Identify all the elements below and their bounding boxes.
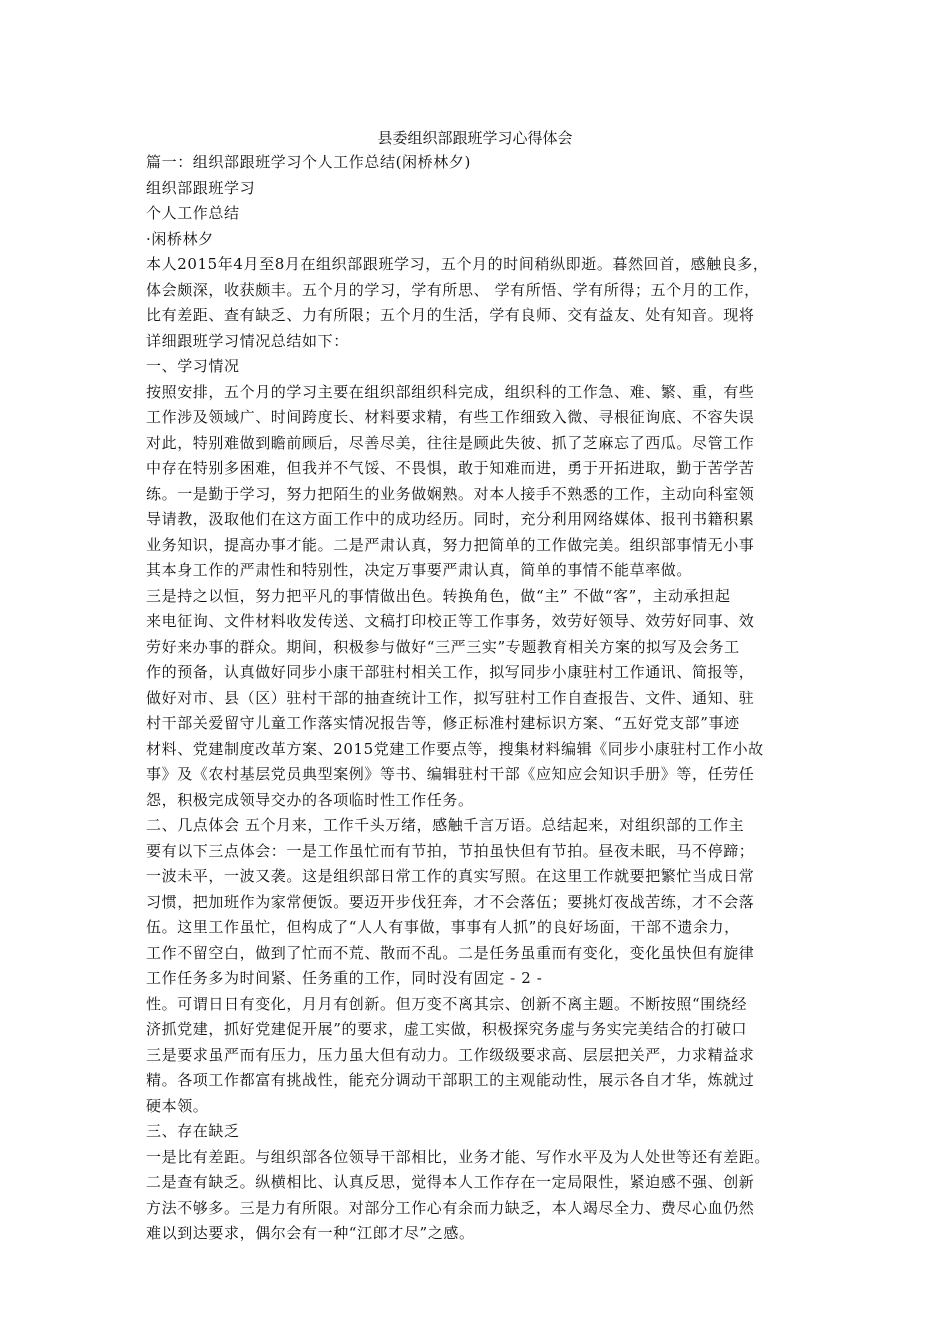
text-line: 难以到达要求，偶尔会有一种“江郎才尽”之感。 (146, 1224, 475, 1242)
text-line: 三、存在缺乏 (146, 1122, 240, 1140)
text-line: 怨，积极完成领导交办的各项临时性工作任务。 (146, 790, 474, 809)
document-body (146, 150, 822, 1247)
text-line: 一、学习情况 (146, 357, 240, 375)
text-line: 劳好来办事的群众。期间，积极参与做好“三严三实”专题教育相关方案的拟写及会务工 (146, 637, 740, 656)
text-line: 来电征询、文件材料收发传送、文稿打印校正等工作事务，效劳好领导、效劳好同事、效 (146, 612, 755, 630)
text-line: 伍。这里工作虽忙，但构成了“人人有事做，事事有人抓”的良好场面，干部不遗余力， (146, 918, 740, 936)
text-line: 二是查有缺乏。纵横相比、认真反思，觉得本人工作存在一定局限性，紧迫感不强、创新 (146, 1173, 755, 1191)
text-line: 做好对市、县（区）驻村干部的抽查统计工作，拟写驻村工作自查报告、文件、通知、驻 (146, 688, 755, 707)
text-line: 三是持之以恒，努力把平凡的事情做出色。转换角色，做“主” 不做“客”，主动承担起 (146, 586, 731, 605)
text-line: 工作涉及领域广、时间跨度长、材料要求精，有些工作细致入微、寻根征询底、不容失误 (146, 408, 755, 426)
text-line: 其本身工作的严肃性和特别性，决定万事要严肃认真，简单的事情不能草率做。 (146, 561, 693, 579)
text-line: 导请教，汲取他们在这方面工作中的成功经历。同时，充分利用网络媒体、报刊书籍积累 (146, 510, 755, 528)
text-line: 详细跟班学习情况总结如下： (146, 331, 349, 350)
text-line: 体会颇深，收获颇丰。五个月的学习，学有所思、 学有所悟、学有所得；五个月的工作， (146, 280, 760, 299)
text-line: 练。一是勤于学习，努力把陌生的业务做娴熟。对本人接手不熟悉的工作，主动向科室领 (146, 484, 755, 503)
text-line: 方法不够多。三是力有所限。对部分工作心有余而力缺乏，本人竭尽全力、费尽心血仍然 (146, 1198, 755, 1217)
text-line: 济抓党建，抓好党建促开展”的要求，虚工实做，积极探究务虚与务实完美结合的打破口 (146, 1020, 748, 1038)
text-line: 精。各项工作都富有挑战性，能充分调动干部职工的主观能动性，展示各自才华，炼就过 (146, 1071, 755, 1089)
text-line: 二、几点体会 五个月来，工作千头万绪，感触千言万语。总结起来，对组织部的工作主 (146, 816, 745, 834)
text-line: 一波未平，一波又袭。这是组织部日常工作的真实写照。在这里工作就要把繁忙当成日常 (146, 867, 755, 885)
text-line: 村干部关爱留守儿童工作落实情况报告等，修正标准村建标识方案、“五好党支部”事迹 (146, 714, 740, 732)
text-line: 作的预备，认真做好同步小康干部驻村相关工作，拟写同步小康驻村工作通讯、简报等， (146, 663, 755, 681)
text-line: 一是比有差距。与组织部各位领导干部相比，业务才能、写作水平及为人处世等还有差距。 (146, 1147, 771, 1166)
document-title: 县委组织部跟班学习心得体会 (377, 129, 573, 147)
text-line: 三是要求虽严而有压力，压力虽大但有动力。工作级级要求高、层层把关严，力求精益求 (146, 1045, 755, 1064)
text-line: 本人2015年4月至8月在组织部跟班学习，五个月的时间稍纵即逝。暮然回首，感触良多， (146, 255, 769, 273)
text-line: 性。可谓日日有变化，月月有创新。但万变不离其宗、创新不离主题。不断按照“围绕经 (146, 994, 748, 1013)
text-line: 篇一：组织部跟班学习个人工作总结(闲桥林夕) (146, 153, 471, 171)
text-line: 比有差距、查有缺乏、力有所限；五个月的生活，学有良师、交有益友、处有知音。现将 (146, 306, 755, 324)
text-line: 硬本领。 (146, 1096, 209, 1115)
text-line: 工作不留空白，做到了忙而不荒、散而不乱。二是任务虽重而有变化，变化虽快但有旋律 (146, 943, 755, 962)
text-line: ·闲桥林夕 (146, 229, 214, 248)
text-line: 中存在特别多困难，但我并不气馁、不畏惧，敢于知难而进，勇于开拓进取，勤于苦学苦 (146, 459, 755, 477)
text-line: 组织部跟班学习 (146, 178, 256, 197)
text-line: 按照安排，五个月的学习主要在组织部组织科完成，组织科的工作急、难、繁、重，有些 (146, 382, 755, 401)
text-line: 事》及《农村基层党员典型案例》等书、编辑驻村干部《应知应会知识手册》等，任劳任 (146, 765, 755, 783)
text-line: 工作任务多为时间紧、任务重的工作，同时没有固定 - 2 - (146, 969, 543, 987)
text-line: 要有以下三点体会：一是工作虽忙而有节拍，节拍虽快但有节拍。昼夜未眠，马不停蹄； (146, 841, 755, 860)
text-line: 习惯，把加班作为家常便饭。要迈开步伐狂奔，才不会落伍；要挑灯夜战苦练，才不会落 (146, 892, 755, 911)
text-line: 业务知识，提高办事才能。二是严肃认真，努力把简单的工作做完美。组织部事情无小事 (146, 535, 755, 554)
text-line: 个人工作总结 (146, 204, 240, 222)
text-line: 材料、党建制度改革方案、2015党建工作要点等，搜集材料编辑《同步小康驻村工作小故 (146, 739, 764, 758)
text-line: 对此，特别难做到瞻前顾后，尽善尽美，往往是顾此失彼、抓了芝麻忘了西瓜。尽管工作 (146, 433, 755, 452)
